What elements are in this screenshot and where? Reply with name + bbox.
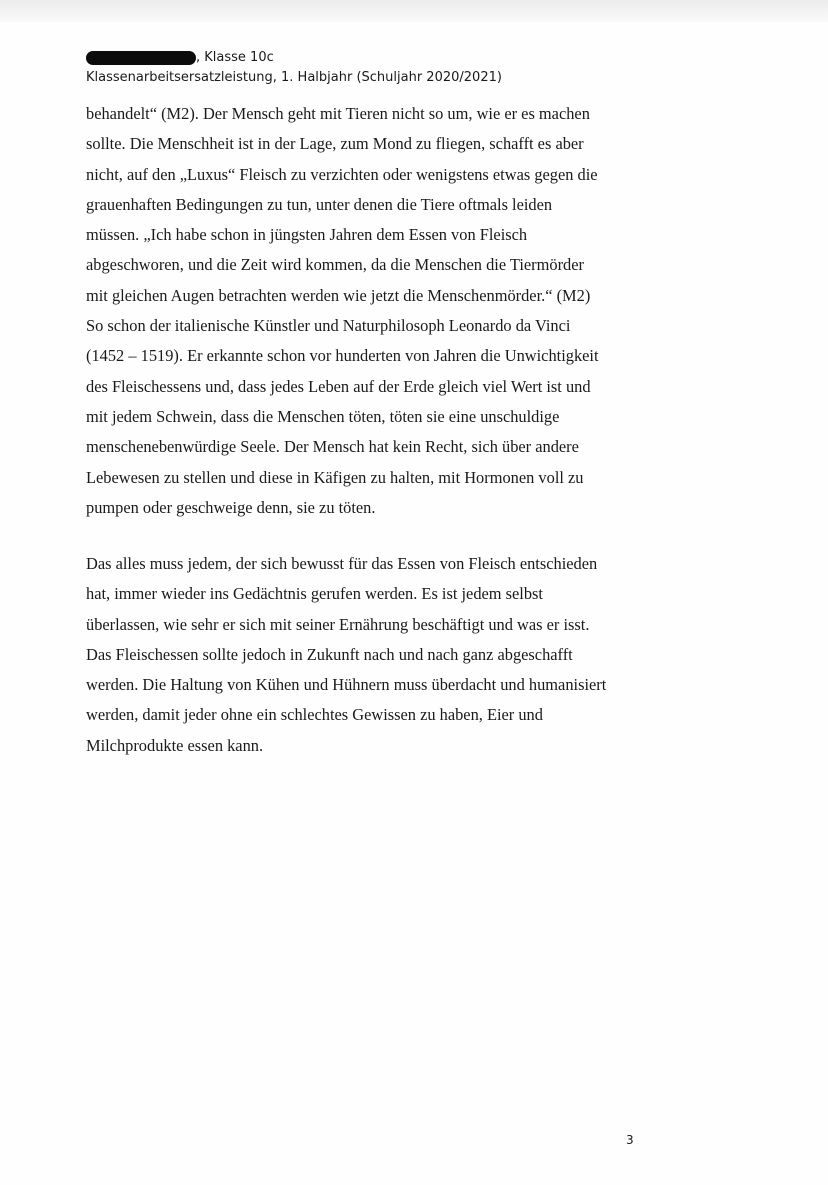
top-shadow-strip [0, 0, 828, 22]
text-line: überlassen, wie sehr er sich mit seiner Ernährung beschäftigt und was er isst. [86, 614, 590, 634]
text-line: mit jedem Schwein, dass die Menschen töten, töten sie eine unschuldige [86, 406, 560, 426]
text-line: abgeschworen, und die Zeit wird kommen, da die Menschen die Tiermörder [86, 255, 584, 275]
text-line: grauenhaften Bedingungen zu tun, unter denen die Tiere oftmals leiden [86, 194, 553, 214]
text-line: Das alles muss jedem, der sich bewusst für das Essen von Fleisch entschieden [86, 554, 598, 573]
text-line: mit gleichen Augen betrachten werden wie jetzt die Menschenmörder.“ (M2) [86, 285, 591, 305]
header-subtitle: Klassenarbeitsersatzleistung, 1. Halbjahr (Schuljahr 2020/2021) [86, 70, 502, 85]
page-header [86, 47, 766, 89]
text-line: nicht, auf den „Luxus“ Fleisch zu verzichten oder wenigstens etwas gegen die [86, 164, 598, 184]
text-line: werden, damit jeder ohne ein schlechtes Gewissen zu haben, Eier und [86, 705, 543, 725]
page-number: 3 [626, 1133, 634, 1147]
text-line: behandelt“ (M2). Der Mensch geht mit Tieren nicht so um, wie er es machen [86, 104, 590, 123]
paragraph-1 [86, 99, 766, 523]
text-line: hat, immer wieder ins Gedächtnis gerufen werden. Es ist jedem selbst [86, 584, 543, 604]
text-line: Lebewesen zu stellen und diese in Käfigen zu halten, mit Hormonen voll zu [86, 467, 584, 487]
text-line: So schon der italienische Künstler und Naturphilosoph Leonardo da Vinci [86, 316, 571, 336]
header-name-line [86, 47, 766, 69]
redacted-name [86, 51, 196, 65]
text-line: pumpen oder geschweige denn, sie zu töten. [86, 497, 376, 517]
text-line: menschenebenwürdige Seele. Der Mensch hat kein Recht, sich über andere [86, 437, 579, 457]
text-line: werden. Die Haltung von Kühen und Hühnern muss überdacht und humanisiert [86, 675, 607, 695]
text-line: sollte. Die Menschheit ist in der Lage, zum Mond zu fliegen, schafft es aber [86, 134, 584, 154]
text-line: des Fleischessens und, dass jedes Leben auf der Erde gleich viel Wert ist und [86, 376, 591, 396]
text-line: Das Fleischessen sollte jedoch in Zukunft nach und nach ganz abgeschafft [86, 644, 573, 664]
text-line: Milchprodukte essen kann. [86, 735, 264, 755]
text-line: (1452 – 1519). Er erkannte schon vor hunderten von Jahren die Unwichtigkeit [86, 346, 599, 366]
text-line: müssen. „Ich habe schon in jüngsten Jahren dem Essen von Fleisch [86, 225, 528, 245]
class-label: , Klasse 10c [196, 50, 274, 65]
paragraph-2 [86, 549, 766, 761]
